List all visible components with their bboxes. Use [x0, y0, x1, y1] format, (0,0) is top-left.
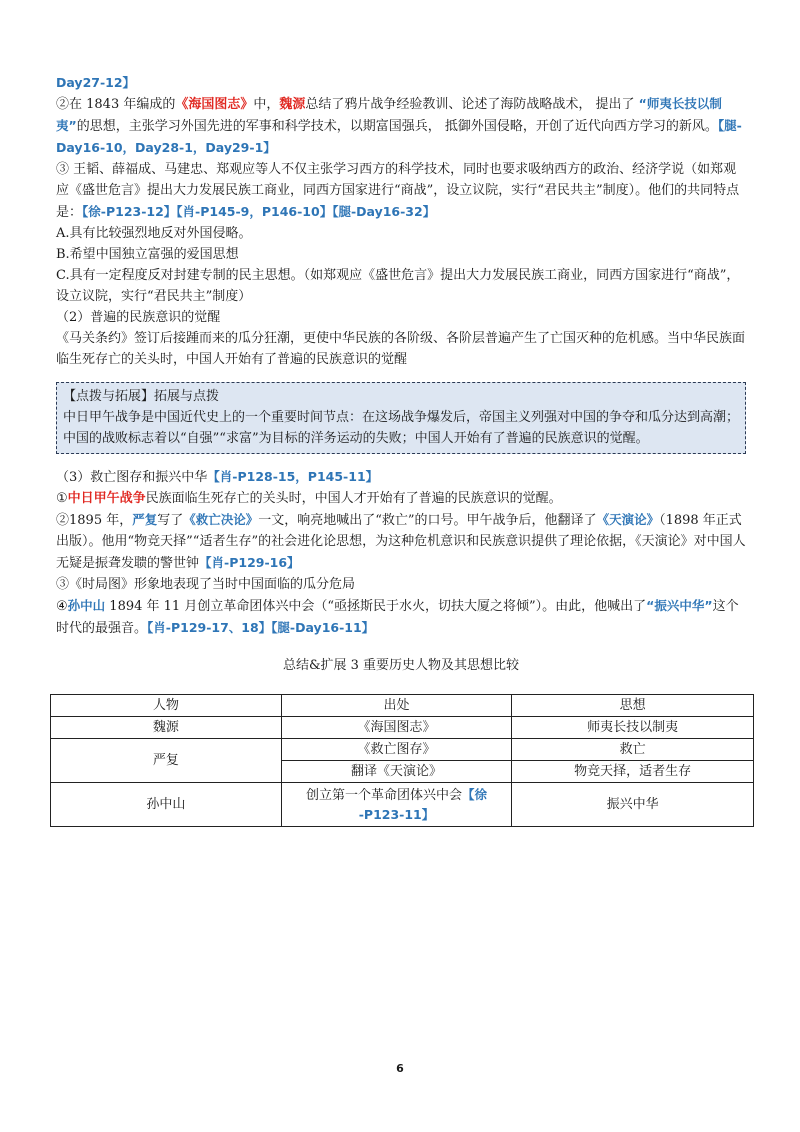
option-a: A.具有比较强烈地反对外国侵略。: [56, 226, 252, 241]
cell-idea: 师夷长技以制夷: [512, 717, 754, 739]
text-run: 【肖-P129-17、18】【腿-Day16-11】: [147, 620, 375, 635]
tip-body: 中日甲午战争是中国近代史上的一个重要时间节点：在这场战争爆发后，帝国主义列强对中国的争夺和瓜分达到高潮；中国的战败标志着以“自强”“求富”为目标的洋务运动的失败；中国人开始有了普遍的民族意识的觉醒。: [63, 410, 740, 446]
header-source: 出处: [281, 695, 512, 717]
section-3-item-3: ③《时局图》形象地表现了当时中国面临的瓜分危局: [56, 577, 356, 592]
text-run: ③ 王韬、薛福成、马建忠、郑观应等人不仅主张学习西方的科学技术，同时也要求吸纳西方的政治、经济学说（如郑观应《盛世危言》提出大力发展民族工商业，同西方国家进行“商战”，设立议院，实行“君民共主”制度）。他们的共同特点是：: [56, 162, 740, 220]
header-idea: 思想: [512, 695, 754, 717]
text-run: （1898 年正式出版）。他用“物竞天择”“适者生存”的社会进化论思想，为这种危机意识和民族意识提供了理论依据，《天演论》对中国人无疑是振聋发聩的警世钟: [56, 513, 746, 571]
cell-person: 孙中山: [51, 783, 282, 827]
text-run: （3）救亡图存和振兴中华: [56, 470, 208, 485]
text-run: 中，: [253, 97, 280, 112]
cell-source: 翻译《天演论》: [281, 761, 512, 783]
paragraph-reformers: [56, 159, 746, 223]
text-run: 民族面临生死存亡的关头时，中国人才开始有了普遍的民族意识的觉醒。: [145, 491, 562, 506]
cell-source: 《海国图志》: [281, 717, 512, 739]
text-run: 这个时代的最强音。: [56, 599, 739, 636]
text-run: 的思想，主张学习外国先进的军事和科学技术，以期富国强兵， 抵御外国侵略，开创了近代向西方学习的新风。: [76, 119, 718, 134]
cell-idea: 救亡: [512, 739, 754, 761]
text-run: ②在 1843 年编成的: [56, 97, 176, 112]
cell-person: 严复: [51, 739, 282, 783]
text-run: 写了: [157, 513, 184, 528]
text-run: 【腿-Day16-10，Day28-1，Day29-1】: [56, 118, 742, 155]
text-run: 《天演论》: [596, 512, 660, 527]
section-2-body: 《马关条约》签订后接踵而来的瓜分狂潮，更使中华民族的各阶级、各阶层普遍产生了亡国灭种的危机感。当中华民族面临生死存亡的关头时，中国人开始有了普遍的民族意识的觉醒: [56, 331, 746, 367]
text-run: “师夷长技以制夷”: [56, 96, 722, 133]
table-caption: 总结&扩展 3 重要历史人物及其思想比较: [282, 658, 520, 673]
text-run: 孙中山: [67, 598, 106, 613]
tip-box: [56, 382, 746, 454]
section-3-title: [56, 466, 746, 488]
text-run: 【肖-P129-16】: [199, 555, 300, 570]
option-b: B.希望中国独立富强的爱国思想: [56, 247, 239, 262]
text-run: ④: [56, 599, 68, 614]
table-header-row: [51, 695, 754, 717]
text-run: “振兴中华”: [646, 598, 713, 613]
text-run: 总结了鸦片战争经验教训、论述了海防战略战术， 提出了: [305, 97, 639, 112]
table-row: [51, 783, 754, 827]
text-run: 【肖-P128-15，P145-11】: [207, 469, 379, 484]
paragraph-weiyuan: [56, 93, 746, 159]
text-run: 魏源: [279, 97, 306, 112]
text-run: ②1895 年，: [56, 513, 133, 528]
text-run: 《救亡决论》: [183, 512, 259, 527]
text-run: 中日甲午战争: [67, 491, 146, 506]
tip-title: 【点拨与拓展】拓展与点拨: [63, 389, 220, 404]
section-3-item-2: [56, 509, 746, 574]
table-row: [51, 739, 754, 761]
comparison-table: [50, 694, 754, 827]
cell-idea: 物竞天择，适者生存: [512, 761, 754, 783]
option-c: C.具有一定程度反对封建专制的民主思想。（如郑观应《盛世危言》提出大力发展民族工商业，同西方国家进行“商战”，设立议院，实行“君民共主”制度）: [56, 268, 740, 304]
cell-source-ref: 【徐: [461, 786, 487, 802]
cell-source-ref-cont: -P123-11】: [358, 806, 435, 822]
section-2-title: （2）普遍的民族意识的觉醒: [56, 310, 221, 325]
text-run: ①: [56, 491, 68, 506]
cell-source-text: 创立第一个革命团体兴中会: [305, 787, 462, 803]
text-run: 严复: [132, 512, 158, 527]
page-number: 6: [396, 1062, 404, 1075]
text-run: 《海国图志》: [175, 97, 254, 112]
section-3-item-4: [56, 595, 746, 639]
document-body: [56, 72, 746, 827]
text-run: 一文，响亮地喊出了“救亡”的口号。甲午战争后，他翻译了: [258, 513, 597, 528]
reference-day27: Day27-12】: [56, 75, 136, 90]
table-row: [51, 717, 754, 739]
cell-person: 魏源: [51, 717, 282, 739]
cell-source: [281, 783, 512, 827]
text-run: 1894 年 11 月创立革命团体兴中会（“亟拯斯民于水火，切扶大厦之将倾”）。由此，他喊出了: [105, 599, 647, 614]
header-person: 人物: [51, 695, 282, 717]
cell-idea: 振兴中华: [512, 783, 754, 827]
cell-source: 《救亡图存》: [281, 739, 512, 761]
section-3-item-1: [56, 488, 746, 509]
text-run: 【徐-P123-12】【肖-P145-9，P146-10】【腿-Day16-32】: [82, 204, 436, 219]
